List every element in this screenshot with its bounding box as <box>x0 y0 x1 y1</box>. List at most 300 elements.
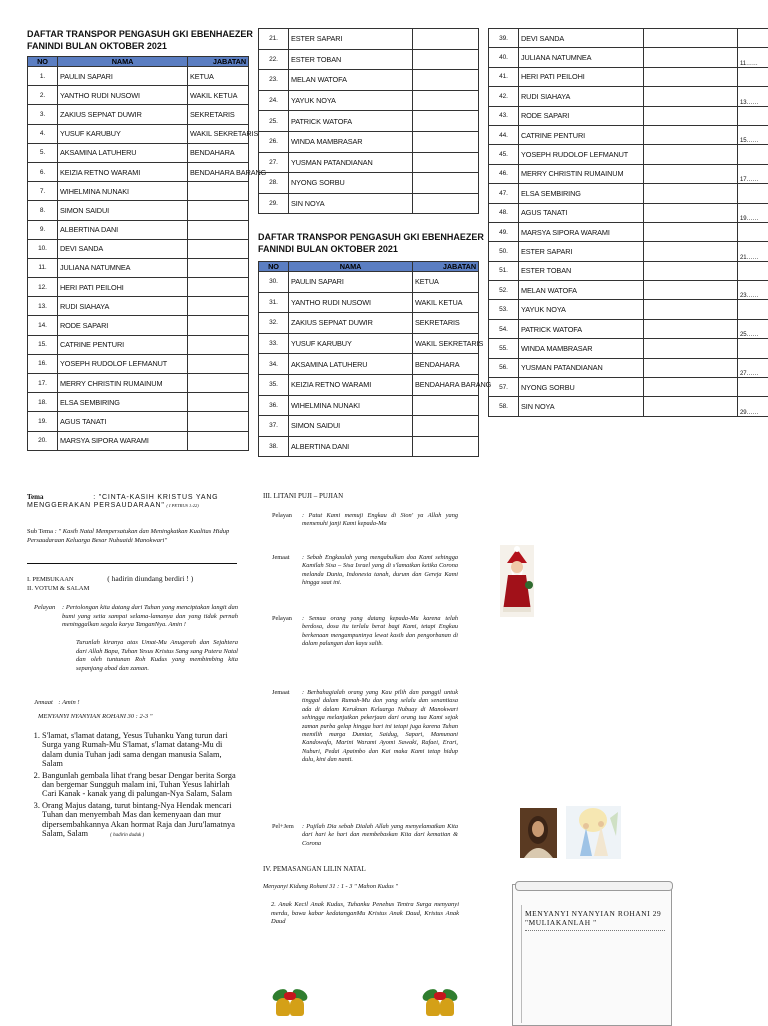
member-role <box>413 395 479 416</box>
roster-title-1: DAFTAR TRANSPOR PENGASUH GKI EBENHAEZER FANINDI BULAN OKTOBER 2021 <box>27 28 253 52</box>
member-name: NYONG SORBU <box>289 173 413 194</box>
table-row <box>489 319 768 338</box>
member-name: MELAN WATOFA <box>289 70 413 91</box>
table-row <box>28 124 249 143</box>
divider <box>27 563 237 564</box>
member-name: WIHELMINA NUNAKI <box>58 182 188 201</box>
blank-cell <box>644 261 738 280</box>
table-row <box>28 374 249 393</box>
row-number: 16. <box>28 354 58 373</box>
table-row <box>259 152 479 173</box>
row-number: 25. <box>259 111 289 132</box>
member-name: MELAN WATOFA <box>519 281 644 300</box>
row-number: 11. <box>28 258 58 277</box>
member-role <box>188 354 249 373</box>
table-row <box>28 105 249 124</box>
col-role-header: JABATAN <box>413 262 479 272</box>
blank-cell <box>644 222 738 241</box>
member-role <box>188 182 249 201</box>
member-role <box>188 412 249 431</box>
row-number: 28. <box>259 173 289 194</box>
row-number: 54. <box>489 319 519 338</box>
member-name: RODE SAPARI <box>58 316 188 335</box>
table-row <box>489 358 768 377</box>
member-name: MERRY CHRISTIN RUMAINUM <box>58 374 188 393</box>
subtema-block <box>27 528 237 545</box>
table-row <box>259 173 479 194</box>
hymn-verse-1: 1. S'lamat, s'lamat datang, Yesus Tuhanku Yang turun dari Surga yang Rumah-Mu S'lamat, s'lamat datang-Mu di dalam dunia Tuhan jadi sama dengan manusia Salam, Salam <box>42 731 238 769</box>
row-number: 36. <box>259 395 289 416</box>
salam-text: Turunlah kiranya atas Umat-Mu Anugerah dan Sejahtera dari Allah Bapa, Tuhan Yesus Kristus Sang sang Putera Natal dan oleh tuntunan Roh Kudus yang membimbing kita sepanjang abad dan zaman. <box>76 639 238 673</box>
song-scroll-box <box>512 884 672 1026</box>
blank-cell <box>413 131 479 152</box>
member-role <box>188 316 249 335</box>
table-row <box>489 261 768 280</box>
row-number: 56. <box>489 358 519 377</box>
table-row <box>28 143 249 162</box>
member-name: AKSAMINA LATUHERU <box>289 354 413 375</box>
blank-cell <box>644 48 738 67</box>
table-row <box>28 86 249 105</box>
hymn-verses <box>28 731 238 842</box>
table-row <box>489 203 768 222</box>
member-role <box>413 436 479 457</box>
song-box-title: MENYANYI NYANYIAN ROHANI 29 "MULIAKANLAH " <box>525 909 665 927</box>
date-mark: 17…… <box>738 164 768 183</box>
hymn-verse-3: 3. Orang Majus datang, turut bintang-Nya Hendak mencari Tuhan dan menyembah Mas dan kemenyaan dan mur dipersembahkannya Akan hormat Raja dan Juru'lamatnya Salam, Salam ( hadirin duduk ) <box>42 801 238 841</box>
row-number: 34. <box>259 354 289 375</box>
table-row <box>489 106 768 125</box>
blank-cell <box>644 145 738 164</box>
tema-block <box>27 493 249 509</box>
table-row <box>259 193 479 214</box>
member-role <box>188 220 249 239</box>
date-mark: 13…… <box>738 87 768 106</box>
col-name-header: NAMA <box>58 57 188 67</box>
date-mark: 23…… <box>738 281 768 300</box>
row-number: 50. <box>489 242 519 261</box>
section-votum: II. VOTUM & SALAM <box>27 585 89 592</box>
row-number: 5. <box>28 143 58 162</box>
row-number: 57. <box>489 378 519 397</box>
member-role <box>188 335 249 354</box>
lilin-verse-2: 2. Anak Kecil Anak Kudus, Tuhanku Penebus Tentra Surga menyanyi merdu, bawa kabar kedatanganMu Kristus Anak Daud, Kristus Anak Daud <box>271 901 459 927</box>
table-row <box>28 278 249 297</box>
member-name: YOSEPH RUDOLOF LEFMANUT <box>58 354 188 373</box>
row-number: 49. <box>489 222 519 241</box>
row-number: 40. <box>489 48 519 67</box>
blank-cell <box>644 358 738 377</box>
date-mark: 11…… <box>738 48 768 67</box>
blank-cell <box>413 173 479 194</box>
christmas-bell-ornament-icon <box>420 982 460 1026</box>
table-row <box>489 67 768 86</box>
member-name: YANTHO RUDI NUSOWI <box>289 292 413 313</box>
table-row <box>489 339 768 358</box>
member-name: ALBERTINA DANI <box>289 436 413 457</box>
member-name: ELSA SEMBIRING <box>519 184 644 203</box>
blank-cell <box>644 87 738 106</box>
table-row <box>489 125 768 144</box>
row-number: 33. <box>259 333 289 354</box>
tema-label: Tema <box>27 493 43 501</box>
date-mark <box>738 339 768 358</box>
row-number: 19. <box>28 412 58 431</box>
votum-text: : Pertolongan kita datang dari Tuhan yang menciptakan langit dan bumi yang setia sampai selama-lamanya dan yang tidak pernah meninggalkan segala karya TanganNya. Amin ! <box>62 604 238 630</box>
table-row <box>489 222 768 241</box>
row-number: 13. <box>28 297 58 316</box>
member-name: AKSAMINA LATUHERU <box>58 143 188 162</box>
table-row <box>28 258 249 277</box>
row-number: 44. <box>489 125 519 144</box>
row-number: 27. <box>259 152 289 173</box>
member-name: PATRICK WATOFA <box>289 111 413 132</box>
table-row <box>259 416 479 437</box>
row-number: 24. <box>259 90 289 111</box>
member-name: YOSEPH RUDOLOF LEFMANUT <box>519 145 644 164</box>
table-row <box>259 333 479 354</box>
table-row <box>489 184 768 203</box>
member-role: BENDAHARA <box>188 143 249 162</box>
blank-cell <box>644 397 738 416</box>
member-role: KETUA <box>413 272 479 293</box>
member-name: SIMON SAIDUI <box>58 201 188 220</box>
member-name: YUSMAN PATANDIANAN <box>289 152 413 173</box>
subtema-text: : " Kasih Natal Mempersatukan dan Meningkatkan Kualitas Hidup Persaudaraan Keluarga Besar Nubuaidi Manokwari" <box>27 528 229 544</box>
row-number: 38. <box>259 436 289 457</box>
row-number: 8. <box>28 201 58 220</box>
table-row <box>28 239 249 258</box>
row-number: 6. <box>28 162 58 181</box>
row-number: 31. <box>259 292 289 313</box>
member-name: AGUS TANATI <box>58 412 188 431</box>
blank-cell <box>644 242 738 261</box>
col-no-header: NO <box>28 57 58 67</box>
row-number: 18. <box>28 393 58 412</box>
member-name: NYONG SORBU <box>519 378 644 397</box>
litani-text: : Patut Kami memuji Engkau di Sion' ya Allah yang memenuhi janji Kami kepada-Mu <box>302 512 458 529</box>
member-name: HERI PATI PEILOHI <box>519 67 644 86</box>
date-mark: 21…… <box>738 242 768 261</box>
blank-cell <box>644 29 738 48</box>
roster-table-2 <box>258 28 479 214</box>
member-name: KEIZIA RETNO WARAMI <box>58 162 188 181</box>
table-row <box>28 412 249 431</box>
blank-cell <box>413 152 479 173</box>
member-role: WAKIL SEKRETARIS <box>413 333 479 354</box>
row-number: 52. <box>489 281 519 300</box>
table-row <box>259 70 479 91</box>
member-name: WINDA MAMBRASAR <box>289 131 413 152</box>
row-number: 29. <box>259 193 289 214</box>
member-name: ELSA SEMBIRING <box>58 393 188 412</box>
member-name: DEVI SANDA <box>519 29 644 48</box>
member-name: PAULIN SAPARI <box>289 272 413 293</box>
row-number: 21. <box>259 29 289 50</box>
row-number: 53. <box>489 300 519 319</box>
row-number: 46. <box>489 164 519 183</box>
blank-cell <box>644 378 738 397</box>
table-row <box>28 201 249 220</box>
table-row <box>28 162 249 181</box>
row-number: 2. <box>28 86 58 105</box>
blank-cell <box>644 300 738 319</box>
roster-table-3 <box>258 261 479 457</box>
santa-figure-image <box>500 545 534 617</box>
table-row <box>259 272 479 293</box>
member-role: BENDAHARA BARANG <box>413 374 479 395</box>
table-row <box>259 395 479 416</box>
row-number: 4. <box>28 124 58 143</box>
row-number: 55. <box>489 339 519 358</box>
date-mark <box>738 378 768 397</box>
member-name: CATRINE PENTURI <box>58 335 188 354</box>
member-name: SIN NOYA <box>519 397 644 416</box>
row-number: 48. <box>489 203 519 222</box>
table-row <box>259 436 479 457</box>
member-role <box>188 201 249 220</box>
table-row <box>259 131 479 152</box>
christmas-bell-ornament-icon <box>270 982 310 1026</box>
member-name: YUSUF KARUBUY <box>289 333 413 354</box>
blank-cell <box>644 125 738 144</box>
date-mark <box>738 145 768 164</box>
member-name: YUSMAN PATANDIANAN <box>519 358 644 377</box>
table-row <box>489 145 768 164</box>
litani-speaker: Pelayan <box>272 512 292 519</box>
row-number: 14. <box>28 316 58 335</box>
table-row <box>259 29 479 50</box>
blank-cell <box>644 319 738 338</box>
blank-cell <box>644 339 738 358</box>
row-number: 26. <box>259 131 289 152</box>
member-name: KEIZIA RETNO WARAMI <box>289 374 413 395</box>
member-role: BENDAHARA BARANG <box>188 162 249 181</box>
table-row <box>259 111 479 132</box>
roster-table-1 <box>27 56 249 451</box>
date-mark <box>738 67 768 86</box>
row-number: 9. <box>28 220 58 239</box>
table-row <box>489 164 768 183</box>
member-name: MERRY CHRISTIN RUMAINUM <box>519 164 644 183</box>
hymn-title: MENYANYI NYANYIAN ROHANI 30 : 2-3 " <box>38 713 153 720</box>
member-role <box>188 258 249 277</box>
row-number: 39. <box>489 29 519 48</box>
row-number: 37. <box>259 416 289 437</box>
member-role: WAKIL SEKRETARIS <box>188 124 249 143</box>
blank-cell <box>413 49 479 70</box>
row-number: 51. <box>489 261 519 280</box>
row-number: 23. <box>259 70 289 91</box>
table-row <box>489 87 768 106</box>
row-number: 47. <box>489 184 519 203</box>
section-lilin: IV. PEMASANGAN LILIN NATAL <box>263 865 366 873</box>
table-row <box>28 182 249 201</box>
row-number: 42. <box>489 87 519 106</box>
table-row <box>489 300 768 319</box>
table-row <box>489 48 768 67</box>
member-role: BENDAHARA <box>413 354 479 375</box>
blank-cell <box>644 67 738 86</box>
litani-speaker: Pel+Jem <box>272 823 294 830</box>
date-mark: 27…… <box>738 358 768 377</box>
table-row <box>259 49 479 70</box>
litani-text: : Sebab Engkaulah yang mengabulkan doa Kami sehingga Kamilah Sisa – Sisa Israel yang di s'lamatkan ketika Corona melanda Dunia, Indonesia tanah, durum dan Gereja Kami hingga saat ini. <box>302 554 458 588</box>
litani-text: : Semua orang yang datang kepada-Mu karena telah berdosa, dosa itu terlalu berat bagi Kami, tetapi Engkau berkenaan mengampuninya lewat kasih dan pengorbanan di dalam palungan dan kayu salib. <box>302 615 458 649</box>
blank-cell <box>644 106 738 125</box>
row-number: 30. <box>259 272 289 293</box>
row-number: 7. <box>28 182 58 201</box>
member-name: ALBERTINA DANI <box>58 220 188 239</box>
table-row <box>28 354 249 373</box>
roster-table-4 <box>488 28 768 417</box>
member-role: SEKRETARIS <box>188 105 249 124</box>
member-name: ESTER SAPARI <box>519 242 644 261</box>
table-row <box>259 90 479 111</box>
member-role: KETUA <box>188 67 249 86</box>
table-row <box>489 242 768 261</box>
table-row <box>489 29 768 48</box>
tema-ref: ( I PETRUS 1:22) <box>166 503 198 508</box>
jemaat-label: Jemaat : Amin ! <box>34 699 80 706</box>
hymn-verse-2: 2. Bangunlah gembala lihat t'rang besar Dengar berita Sorga dan bergemar Sungguh malam ini, Tuhan Yesus lahirlah Cari Kanak - kanak yang di palungan-Nya Salam, Salam <box>42 771 238 799</box>
member-name: DEVI SANDA <box>58 239 188 258</box>
table-row <box>28 431 249 450</box>
row-number: 58. <box>489 397 519 416</box>
member-name: HERI PATI PEILOHI <box>58 278 188 297</box>
section-litani: III. LITANI PUJI – PUJIAN <box>263 492 343 500</box>
lilin-song: Menyanyi Kidung Rohani 31 : 1 - 3 " Mahon Kudus " <box>263 883 398 890</box>
roster-title-2: DAFTAR TRANSPOR PENGASUH GKI EBENHAEZER FANINDI BULAN OKTOBER 2021 <box>258 231 484 255</box>
member-name: YANTHO RUDI NUSOWI <box>58 86 188 105</box>
blank-cell <box>413 111 479 132</box>
member-role: WAKIL KETUA <box>413 292 479 313</box>
date-mark <box>738 29 768 48</box>
member-role <box>188 239 249 258</box>
member-role: WAKIL KETUA <box>188 86 249 105</box>
row-number: 41. <box>489 67 519 86</box>
col-name-header: NAMA <box>289 262 413 272</box>
nativity-image <box>566 806 621 859</box>
date-mark <box>738 261 768 280</box>
member-name: CATRINE PENTURI <box>519 125 644 144</box>
row-number: 10. <box>28 239 58 258</box>
pelayan-label: Pelayan <box>34 604 55 611</box>
date-mark: 29…… <box>738 397 768 416</box>
row-number: 35. <box>259 374 289 395</box>
member-name: YUSUF KARUBUY <box>58 124 188 143</box>
table-row <box>28 335 249 354</box>
date-mark: 25…… <box>738 319 768 338</box>
table-row <box>489 281 768 300</box>
litani-text: : Pujilah Dia sebab Dialah Allah yang menyelamatkan Kita dari hari ke hari dan membebaskan Kita dari kematian & Corona <box>302 823 458 848</box>
member-name: SIMON SAIDUI <box>289 416 413 437</box>
member-name: MARSYA SIPORA WARAMI <box>58 431 188 450</box>
jesus-portrait-image <box>520 808 557 858</box>
table-row <box>28 220 249 239</box>
date-mark <box>738 184 768 203</box>
row-number: 1. <box>28 67 58 86</box>
table-row <box>489 378 768 397</box>
litani-speaker: Jemaat <box>272 554 289 561</box>
member-role <box>413 416 479 437</box>
member-name: PAULIN SAPARI <box>58 67 188 86</box>
litani-speaker: Jemaat <box>272 689 289 696</box>
table-row <box>259 292 479 313</box>
table-row <box>28 316 249 335</box>
table-row <box>259 313 479 334</box>
date-mark: 15…… <box>738 125 768 144</box>
row-number: 17. <box>28 374 58 393</box>
blank-cell <box>644 164 738 183</box>
member-name: SIN NOYA <box>289 193 413 214</box>
tema-text: : "CINTA-KASIH KRISTUS YANG MENGGERAKAN PERSAUDARAAN" <box>27 494 218 509</box>
song-box-line <box>525 930 665 931</box>
row-number: 3. <box>28 105 58 124</box>
row-number: 32. <box>259 313 289 334</box>
blank-cell <box>644 281 738 300</box>
member-name: MARSYA SIPORA WARAMI <box>519 222 644 241</box>
table-row <box>28 67 249 86</box>
col-role-header: JABATAN <box>188 57 249 67</box>
row-number: 20. <box>28 431 58 450</box>
member-role: SEKRETARIS <box>413 313 479 334</box>
member-name: JULIANA NATUMNEA <box>58 258 188 277</box>
subtema-label: Sub Tema <box>27 528 53 535</box>
row-number: 12. <box>28 278 58 297</box>
member-name: WINDA MAMBRASAR <box>519 339 644 358</box>
member-name: AGUS TANATI <box>519 203 644 222</box>
member-role <box>188 431 249 450</box>
member-role <box>188 278 249 297</box>
member-name: WIHELMINA NUNAKI <box>289 395 413 416</box>
blank-cell <box>413 90 479 111</box>
member-name: ESTER TOBAN <box>289 49 413 70</box>
row-number: 15. <box>28 335 58 354</box>
member-name: YAYUK NOYA <box>289 90 413 111</box>
member-name: JULIANA NATUMNEA <box>519 48 644 67</box>
member-role <box>188 374 249 393</box>
blank-cell <box>644 203 738 222</box>
blank-cell <box>413 193 479 214</box>
row-number: 45. <box>489 145 519 164</box>
member-name: RUDI SIAHAYA <box>519 87 644 106</box>
member-name: ZAKIUS SEPNAT DUWIR <box>289 313 413 334</box>
col-no-header: NO <box>259 262 289 272</box>
member-name: ESTER SAPARI <box>289 29 413 50</box>
member-role <box>188 393 249 412</box>
member-name: RUDI SIAHAYA <box>58 297 188 316</box>
date-mark <box>738 106 768 125</box>
table-row <box>28 297 249 316</box>
row-number: 43. <box>489 106 519 125</box>
date-mark: 19…… <box>738 203 768 222</box>
row-number: 22. <box>259 49 289 70</box>
blank-cell <box>413 70 479 91</box>
blank-cell <box>644 184 738 203</box>
blank-cell <box>413 29 479 50</box>
table-row <box>489 397 768 416</box>
date-mark <box>738 300 768 319</box>
member-name: YAYUK NOYA <box>519 300 644 319</box>
member-name: RODE SAPARI <box>519 106 644 125</box>
table-row <box>28 393 249 412</box>
date-mark <box>738 222 768 241</box>
litani-text: : Berbahagialah orang yang Kau pilih dan panggil untuk tinggal dalam Rumah-Mu dan yang selalu dan senantiasa ada di dalam Keruknan Keluarga Nubuay di Manokwari sehingga melanjutkan pekerjaan dari orang tua Kami sejak zaman purba gelap hingga hari ini tetapi juga karena Tuhan memilih marga Dumtar, Saidug, Sapari, Mamunani Kandowafa, Marini Warami Ayomi Sawaki, Rafaei, Erari, Nuburi, Pedai Apaimbo dan Kai maka Kami tetap hidup dulu, kini dan nanti. <box>302 689 458 765</box>
litani-speaker: Pelayan <box>272 615 292 622</box>
member-name: ESTER TOBAN <box>519 261 644 280</box>
table-row <box>259 374 479 395</box>
